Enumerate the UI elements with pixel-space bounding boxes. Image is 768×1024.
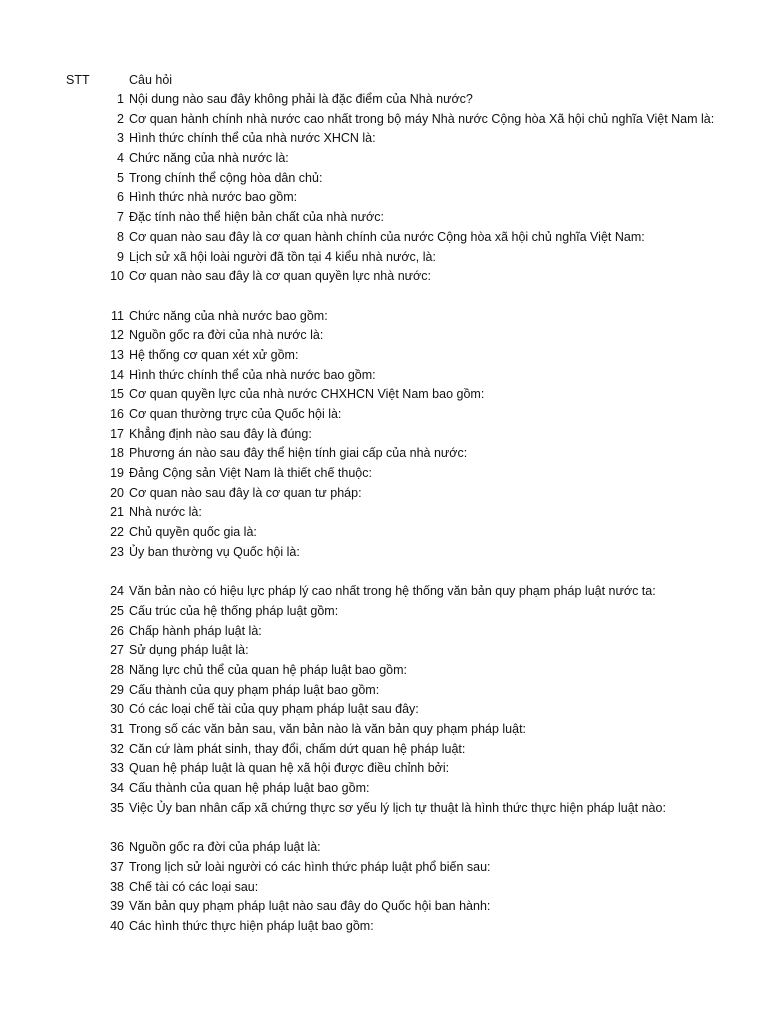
- table-row: [0, 149, 768, 169]
- question-text: Văn bản quy phạm pháp luật nào sau đây do Quốc hội ban hành:: [129, 899, 491, 914]
- question-text: Nguồn gốc ra đời của nhà nước là:: [129, 328, 324, 343]
- table-row: [0, 110, 768, 130]
- question-text: Nguồn gốc ra đời của pháp luật là:: [129, 840, 321, 855]
- table-row: [0, 188, 768, 208]
- question-text: Việc Ủy ban nhân cấp xã chứng thực sơ yếu lý lịch tự thuật là hình thức thực hiện pháp luật nào:: [129, 800, 666, 815]
- table-row: [0, 405, 768, 425]
- row-number: 28: [110, 662, 124, 677]
- table-row: [0, 602, 768, 622]
- table-row: [0, 444, 768, 464]
- table-row: [0, 484, 768, 504]
- table-row: [0, 90, 768, 110]
- question-text: Chế tài có các loại sau:: [129, 879, 259, 894]
- row-number: 37: [110, 859, 124, 874]
- row-number: 4: [117, 151, 124, 166]
- question-text: Hình thức chính thể của nhà nước bao gồm:: [129, 367, 376, 382]
- row-number: 3: [117, 131, 124, 146]
- row-number: 8: [117, 229, 124, 244]
- question-text: Chấp hành pháp luật là:: [129, 623, 262, 638]
- table-row: [0, 523, 768, 543]
- question-text: Chức năng của nhà nước là:: [129, 151, 289, 166]
- table-row: [0, 858, 768, 878]
- table-row: [0, 681, 768, 701]
- row-number: 36: [110, 840, 124, 855]
- row-number: 6: [117, 190, 124, 205]
- row-number: 1: [117, 92, 124, 106]
- question-text: Phương án nào sau đây thể hiện tính giai cấp của nhà nước:: [129, 446, 468, 461]
- table-row: [0, 208, 768, 228]
- question-text: Nội dung nào sau đây không phải là đặc điểm của Nhà nước?: [129, 92, 473, 106]
- table-row: [0, 897, 768, 917]
- row-number: 33: [110, 761, 124, 776]
- row-number: 5: [117, 170, 124, 185]
- row-number: 22: [110, 525, 124, 540]
- table-row: [0, 228, 768, 248]
- row-number: 29: [110, 682, 124, 697]
- question-text: Cấu trúc của hệ thống pháp luật gồm:: [129, 603, 339, 618]
- row-number: 32: [110, 741, 124, 756]
- table-row: [0, 346, 768, 366]
- table-row: [0, 366, 768, 386]
- question-text: Căn cứ làm phát sinh, thay đổi, chấm dứt quan hệ pháp luật:: [129, 741, 466, 756]
- table-row: [0, 700, 768, 720]
- table-row: [0, 503, 768, 523]
- question-text: Cơ quan nào sau đây là cơ quan tư pháp:: [129, 485, 362, 500]
- question-text: Có các loại chế tài của quy phạm pháp luật sau đây:: [129, 702, 419, 717]
- row-number: 35: [110, 800, 124, 815]
- row-number: 20: [110, 485, 124, 500]
- row-number: 25: [110, 603, 124, 618]
- row-number: 14: [110, 367, 124, 382]
- table-row: [0, 759, 768, 779]
- question-text: Ủy ban thường vụ Quốc hội là:: [129, 544, 300, 559]
- question-text: Cơ quan nào sau đây là cơ quan quyền lực nhà nước:: [129, 269, 431, 284]
- table-row: [0, 248, 768, 268]
- header-stt: STT: [66, 73, 90, 87]
- question-text: Đặc tính nào thể hiện bản chất của nhà nước:: [129, 210, 384, 225]
- table-row: [0, 169, 768, 189]
- question-text: Hình thức chính thể của nhà nước XHCN là:: [129, 131, 376, 146]
- table-row: [0, 385, 768, 405]
- question-list: [0, 90, 768, 937]
- table-row: [0, 878, 768, 898]
- table-row: [0, 425, 768, 445]
- question-text: Cơ quan quyền lực của nhà nước CHXHCN Việt Nam bao gồm:: [129, 387, 485, 402]
- row-number: 7: [117, 210, 124, 225]
- table-row: [0, 740, 768, 760]
- question-text: Trong số các văn bản sau, văn bản nào là văn bản quy phạm pháp luật:: [129, 722, 527, 736]
- table-row: [0, 287, 768, 307]
- table-row: [0, 267, 768, 287]
- table-row: [0, 818, 768, 838]
- question-text: Chức năng của nhà nước bao gồm:: [129, 308, 328, 323]
- question-text: Khẳng định nào sau đây là đúng:: [129, 426, 312, 441]
- row-number: 18: [110, 446, 124, 461]
- row-number: 30: [110, 702, 124, 717]
- question-text: Cấu thành của quy phạm pháp luật bao gồm:: [129, 682, 380, 697]
- header-row: [0, 70, 768, 90]
- question-text: Năng lực chủ thể của quan hệ pháp luật bao gồm:: [129, 662, 408, 677]
- question-text: Chủ quyền quốc gia là:: [129, 525, 257, 540]
- row-number: 21: [110, 505, 124, 520]
- question-text: Sử dụng pháp luật là:: [129, 643, 249, 658]
- row-number: 11: [111, 308, 124, 323]
- row-number: 40: [110, 918, 124, 933]
- row-number: 19: [110, 466, 124, 481]
- row-number: 13: [110, 347, 124, 362]
- table-row: [0, 326, 768, 346]
- row-number: 34: [110, 781, 124, 796]
- question-text: Quan hệ pháp luật là quan hệ xã hội được điều chỉnh bởi:: [129, 761, 450, 776]
- row-number: 23: [110, 544, 124, 559]
- question-text: Lịch sử xã hội loài người đã tồn tại 4 kiểu nhà nước, là:: [129, 249, 436, 264]
- row-number: 16: [110, 407, 124, 421]
- question-text: Cơ quan thường trực của Quốc hội là:: [129, 407, 342, 421]
- table-row: [0, 129, 768, 149]
- row-number: 31: [110, 722, 124, 736]
- row-number: 10: [110, 269, 124, 284]
- row-number: 38: [110, 879, 124, 894]
- question-text: Cơ quan nào sau đây là cơ quan hành chính của nước Cộng hòa xã hội chủ nghĩa Việt Nam:: [129, 229, 645, 244]
- row-number: 24: [110, 584, 124, 599]
- table-row: [0, 582, 768, 602]
- row-number: 2: [117, 111, 124, 126]
- table-row: [0, 622, 768, 642]
- table-row: [0, 917, 768, 937]
- table-row: [0, 464, 768, 484]
- row-number: 12: [110, 328, 124, 343]
- table-row: [0, 838, 768, 858]
- question-text: Trong chính thể cộng hòa dân chủ:: [129, 170, 323, 185]
- header-question: Câu hỏi: [129, 73, 173, 87]
- row-number: 15: [110, 387, 124, 402]
- question-text: Trong lịch sử loài người có các hình thức pháp luật phổ biến sau:: [129, 859, 491, 874]
- table-row: [0, 543, 768, 563]
- table-row: [0, 641, 768, 661]
- table-row: [0, 563, 768, 583]
- table-row: [0, 799, 768, 819]
- question-text: Hệ thống cơ quan xét xử gồm:: [129, 347, 299, 362]
- table-row: [0, 720, 768, 740]
- row-number: 27: [110, 643, 124, 658]
- question-text: Cơ quan hành chính nhà nước cao nhất trong bộ máy Nhà nước Cộng hòa Xã hội chủ nghĩa Việt Nam là:: [129, 111, 715, 126]
- question-text: Đảng Cộng sản Việt Nam là thiết chế thuộc:: [129, 466, 372, 481]
- question-text: Các hình thức thực hiện pháp luật bao gồm:: [129, 918, 374, 933]
- row-number: 39: [110, 899, 124, 914]
- question-text: Văn bản nào có hiệu lực pháp lý cao nhất trong hệ thống văn bản quy phạm pháp luật nước ta:: [129, 584, 656, 599]
- table-row: [0, 307, 768, 327]
- row-number: 9: [117, 249, 124, 264]
- question-text: Nhà nước là:: [129, 505, 202, 520]
- table-row: [0, 661, 768, 681]
- question-text: Cấu thành của quan hệ pháp luật bao gồm:: [129, 781, 370, 796]
- table-row: [0, 779, 768, 799]
- row-number: 17: [110, 426, 124, 441]
- row-number: 26: [110, 623, 124, 638]
- question-text: Hình thức nhà nước bao gồm:: [129, 190, 298, 205]
